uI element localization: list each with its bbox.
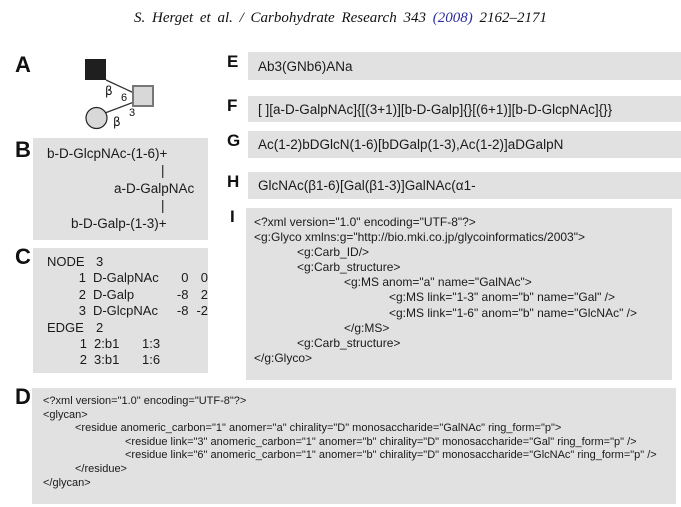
node-id: 2 xyxy=(78,286,86,302)
anomer-label-upper: β xyxy=(105,84,113,98)
symbol-diagram xyxy=(60,50,175,150)
xml-line: </g:Glyco> xyxy=(254,350,313,365)
panel-b-box xyxy=(33,138,208,240)
xml-line: <?xml version="1.0" encoding="UTF-8"?> xyxy=(43,395,247,407)
panel-i-box xyxy=(246,208,672,380)
citation-prefix: S. Herget et al. / Carbohydrate Research 343 xyxy=(134,10,426,26)
panel-g-box xyxy=(248,131,681,158)
node-row xyxy=(33,270,208,286)
anomer-label-lower: β xyxy=(113,115,121,129)
edge-header-row xyxy=(33,320,208,336)
bcsdb-text: Ac(1-2)bDGlcN(1-6)[bDGalp(1-3),Ac(1-2)]aDGalpN xyxy=(258,137,564,152)
linkage-label-lower: 3 xyxy=(129,107,136,119)
panel-label-f: F xyxy=(227,96,238,115)
panel-label-c: C xyxy=(15,244,31,269)
node-id: 3 xyxy=(78,303,86,319)
panel-e-box xyxy=(248,52,681,80)
linkage-label-upper: 6 xyxy=(121,92,128,104)
iupac-line: b-D-Galp-(1-3)+ xyxy=(71,215,167,231)
xml-line: <g:MS anom="a" name="GalNAc"> xyxy=(344,275,532,290)
node-name: D-GlcpNAc xyxy=(92,303,158,319)
panel-label-b: B xyxy=(15,137,31,162)
edge-row xyxy=(33,352,208,368)
iupac-line: | xyxy=(161,163,165,179)
linearcode-text: Ab3(GNb6)ANa xyxy=(258,58,353,74)
node-x: -8 xyxy=(176,303,189,319)
edge-acceptor: 1:6 xyxy=(142,352,161,368)
node-id: 1 xyxy=(78,270,86,286)
edge-donor: 2:b1 xyxy=(94,335,120,351)
node-x: -8 xyxy=(176,286,189,302)
xml-line: <residue anomeric_carbon="1" anomer="a" chirality="D" monosaccharide="GalNAc" ring_form="p"> xyxy=(75,422,562,435)
panel-label-e: E xyxy=(227,52,239,71)
node-x: 0 xyxy=(181,270,189,286)
xml-line: <g:MS link="1-6" anom="b" name="GlcNAc" /> xyxy=(389,305,638,320)
edge-id: 1 xyxy=(79,335,87,351)
edge-donor: 3:b1 xyxy=(94,352,120,368)
node-y: 0 xyxy=(200,270,208,286)
xml-line: <g:Carb_structure> xyxy=(297,260,401,275)
xml-line: <g:Glyco xmlns:g="http://bio.mki.co.jp/glycoinformatics/2003"> xyxy=(254,230,586,245)
panel-d-box xyxy=(32,388,676,504)
node-header-row xyxy=(33,254,208,270)
panel-f-box xyxy=(248,96,681,122)
node-name: D-Galp xyxy=(92,286,135,302)
node-keyword: NODE xyxy=(47,254,85,269)
xml-line: <g:MS link="1-3" anom="b" name="Gal" /> xyxy=(389,290,616,305)
iupac-line: | xyxy=(161,198,165,214)
edge-keyword: EDGE xyxy=(47,319,84,335)
xml-line: <g:Carb_ID/> xyxy=(297,245,370,260)
gray-square-icon xyxy=(133,86,153,106)
panel-label-d: D xyxy=(15,384,31,409)
panel-label-i: I xyxy=(230,207,235,226)
xml-line: <?xml version="1.0" encoding="UTF-8"?> xyxy=(254,215,476,229)
node-y: 2 xyxy=(200,286,208,302)
panel-label-h: H xyxy=(227,172,240,191)
xml-line: <g:Carb_structure> xyxy=(297,335,401,350)
xml-line: </glycan> xyxy=(43,476,91,489)
panel-label-a: A xyxy=(15,52,31,77)
panel-c-box xyxy=(33,248,208,373)
iupac-line: a-D-GalpNAc xyxy=(114,180,195,196)
xml-line: <residue link="3" anomeric_carbon="1" anomer="b" chirality="D" monosaccharide="Gal" ring_form="p" /> xyxy=(125,435,637,448)
node-y: -2 xyxy=(196,303,208,319)
black-square-icon xyxy=(85,59,106,80)
xml-line: </g:MS> xyxy=(344,320,390,335)
edge-count: 2 xyxy=(96,319,104,335)
panel-label-g: G xyxy=(227,131,241,150)
iupac-line: b-D-GlcpNAc-(1-6)+ xyxy=(47,146,168,161)
edge-row xyxy=(33,336,208,352)
node-count: 3 xyxy=(96,254,104,269)
edge-acceptor: 1:3 xyxy=(142,335,161,351)
panel-h-box xyxy=(248,172,681,199)
xml-line: <residue link="6" anomeric_carbon="1" anomer="b" chirality="D" monosaccharide="GlcNAc" ring_form="p" /> xyxy=(125,449,657,462)
xml-line: <glycan> xyxy=(43,408,88,421)
paper-citation xyxy=(0,10,681,27)
edge-id: 2 xyxy=(79,352,87,368)
gray-circle-icon xyxy=(86,108,107,129)
citation-year: (2008) xyxy=(432,10,473,26)
xml-line: </residue> xyxy=(75,462,127,475)
iupac-short-text: GlcNAc(β1-6)[Gal(β1-3)]GalNAc(α1- xyxy=(258,178,476,193)
citation-pages: 2162–2171 xyxy=(479,10,547,26)
linucs-text: [ ][a-D-GalpNAc]{[(3+1)][b-D-Galp]{}[(6+1)][b-D-GlcpNAc]{}} xyxy=(258,101,613,117)
node-row xyxy=(33,303,208,319)
node-row xyxy=(33,287,208,303)
node-name: D-GalpNAc xyxy=(92,270,159,286)
